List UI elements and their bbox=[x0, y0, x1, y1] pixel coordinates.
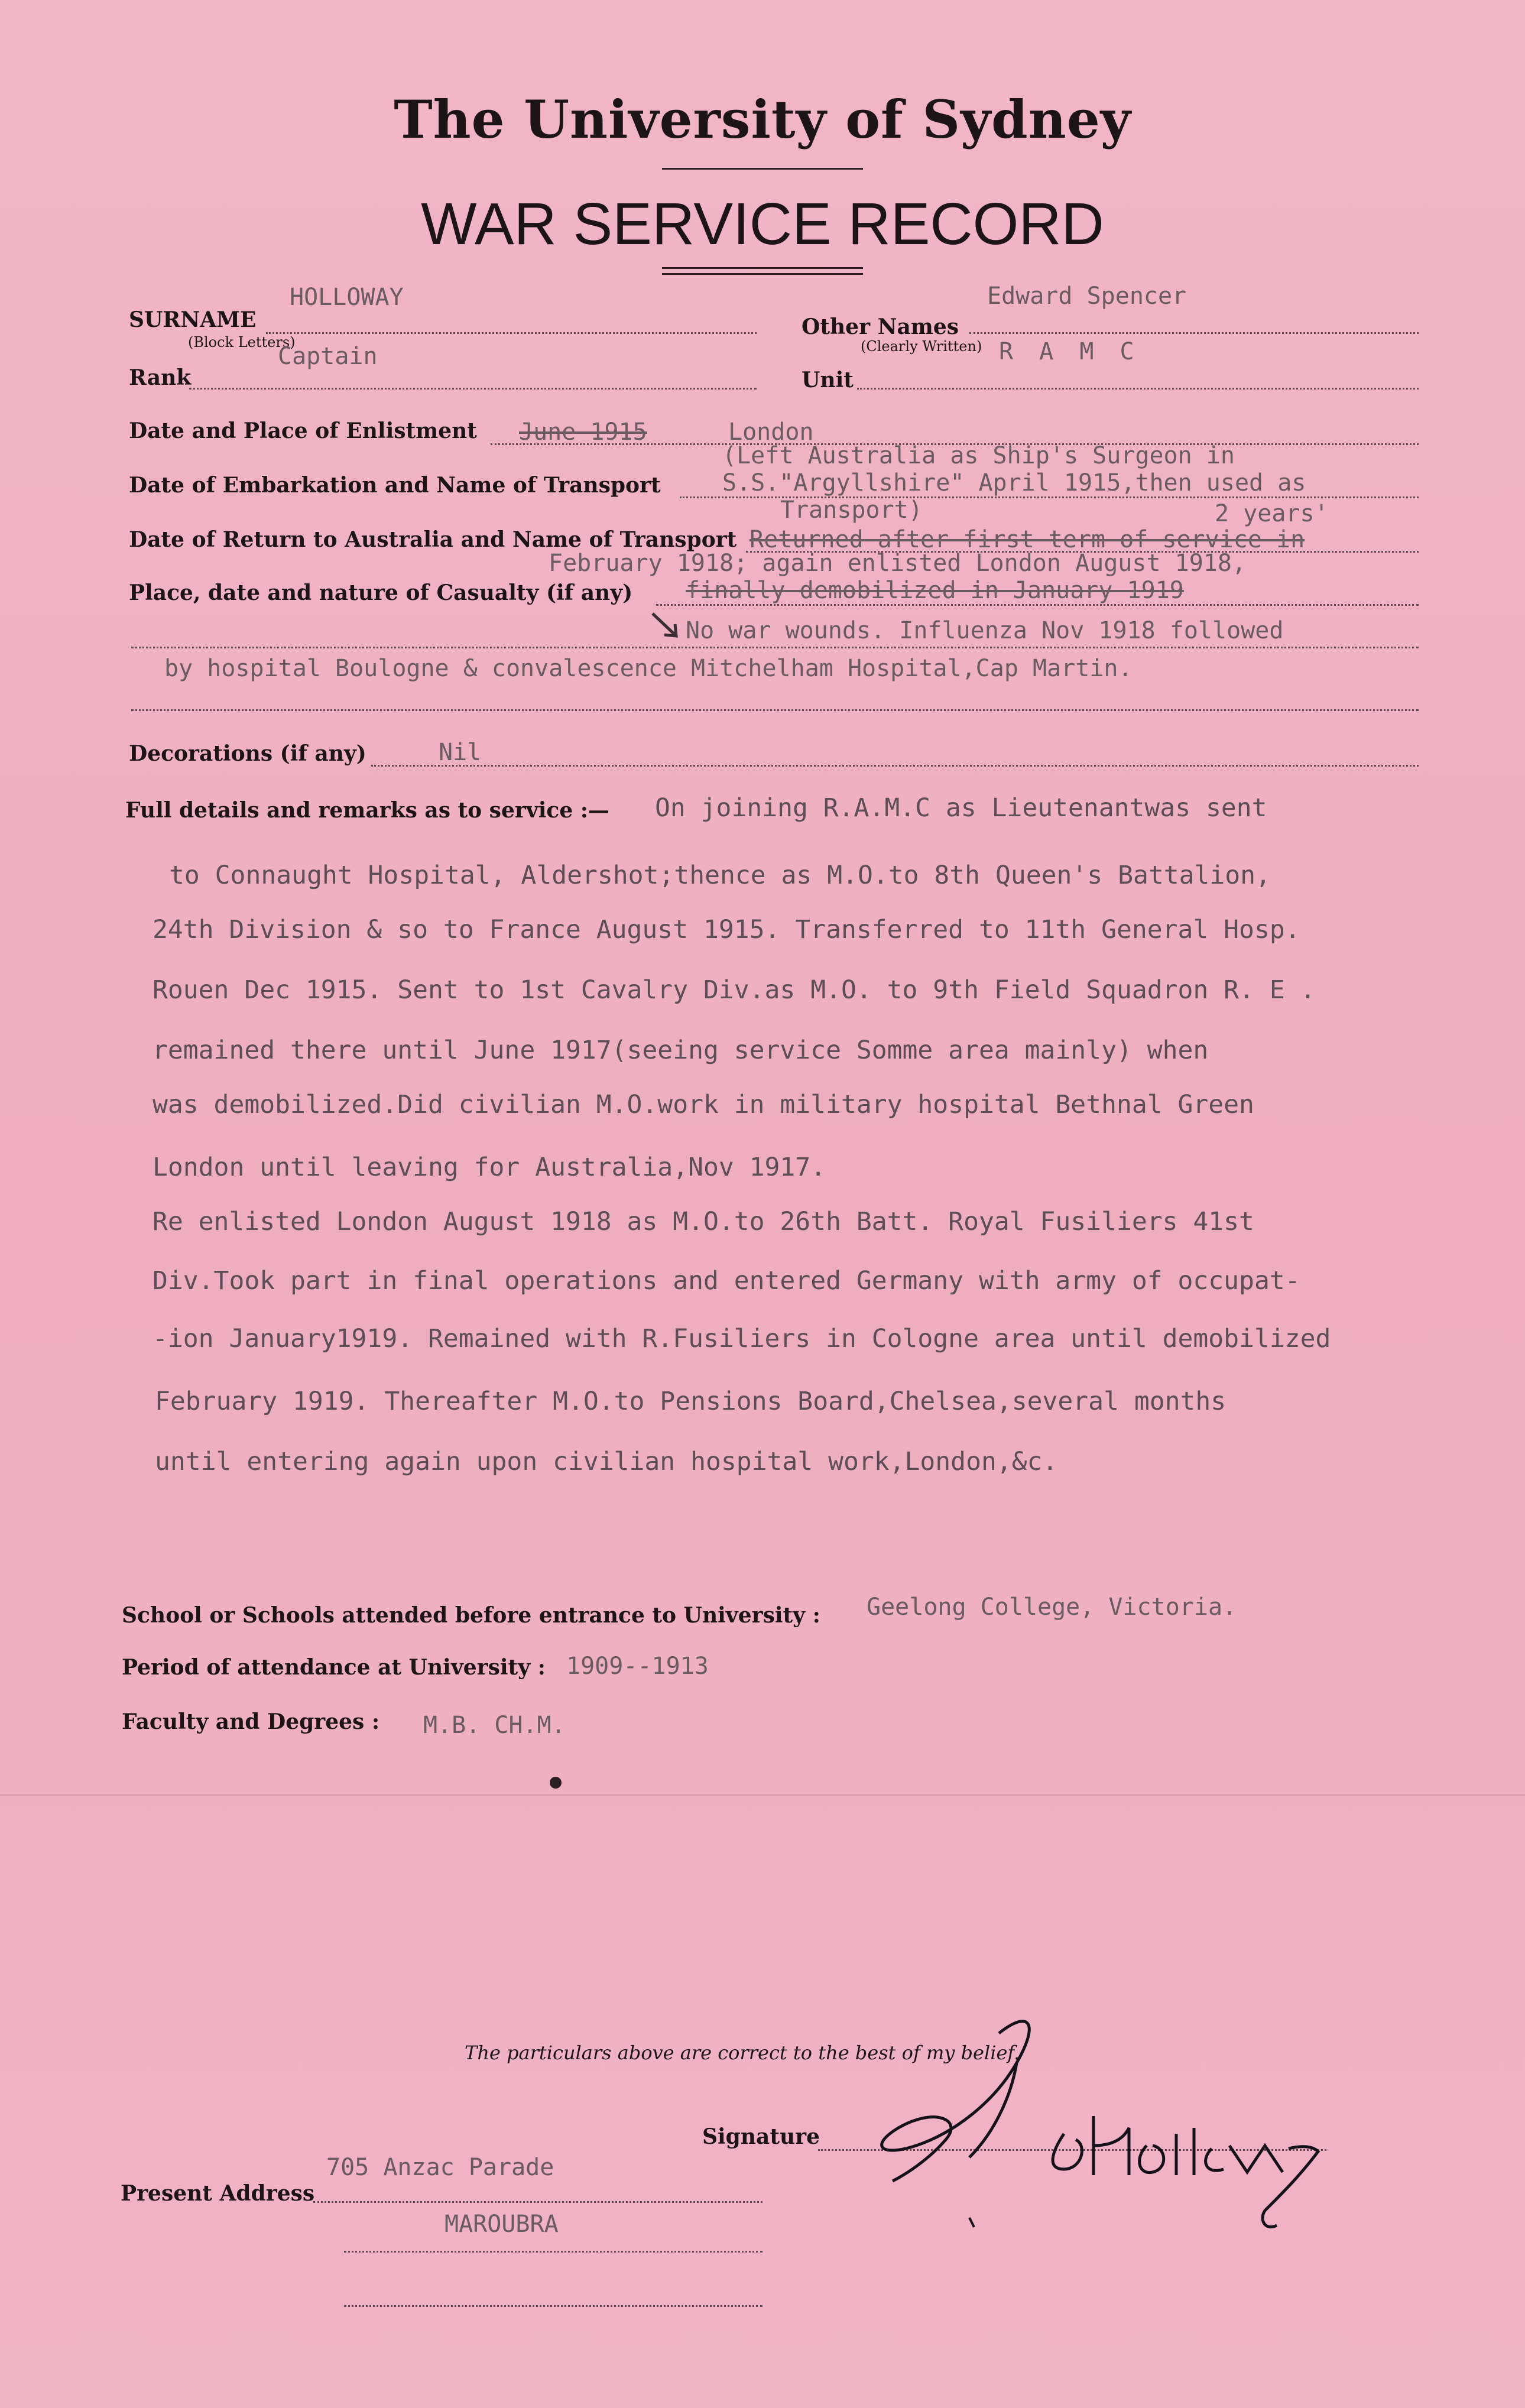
service-line-6: was demobilized.Did civilian M.O.work in military hospital Bethnal Green bbox=[152, 1090, 1254, 1119]
typed-line-1: (Left Australia as Ship's Surgeon in bbox=[722, 442, 1235, 469]
casualty-line-2 bbox=[131, 647, 1419, 648]
decorations-line bbox=[371, 765, 1419, 767]
typed-line-5: Returned after first term of service in bbox=[749, 526, 1305, 553]
university-name: The University of Sydney bbox=[394, 89, 1131, 150]
typed-line-9: by hospital Boulogne & convalescence Mitchelham Hospital,Cap Martin. bbox=[164, 655, 1133, 682]
address-line2-value: MAROUBRA bbox=[444, 2211, 559, 2238]
enlistment-label: Date and Place of Enlistment bbox=[129, 418, 477, 443]
paper-fold bbox=[0, 1794, 1525, 1796]
period-value: 1909--1913 bbox=[566, 1653, 709, 1680]
address-line1-value: 705 Anzac Parade bbox=[326, 2154, 554, 2181]
service-line-3: 24th Division & so to France August 1915. Transferred to 11th General Hosp. bbox=[152, 915, 1300, 945]
decorations-label: Decorations (if any) bbox=[129, 741, 366, 766]
faculty-label: Faculty and Degrees : bbox=[122, 1709, 380, 1734]
typed-line-8: No war wounds. Influenza Nov 1918 followed bbox=[686, 617, 1284, 644]
casualty-line bbox=[656, 604, 1419, 606]
declaration-text: The particulars above are correct to the best of my belief. bbox=[465, 2042, 1020, 2064]
service-line-12: until entering again upon civilian hospital work,London,&c. bbox=[155, 1447, 1058, 1476]
header-rule-bottom bbox=[662, 267, 863, 269]
unit-label: Unit bbox=[802, 368, 854, 392]
form-title: WAR SERVICE RECORD bbox=[421, 191, 1104, 257]
service-line-7: London until leaving for Australia,Nov 1917. bbox=[152, 1153, 826, 1182]
typed-line-7: finally demobilized in January 1919 bbox=[686, 577, 1184, 604]
header-rule-bottom-2 bbox=[662, 273, 863, 275]
ink-spot bbox=[550, 1777, 562, 1789]
address-line2 bbox=[344, 2251, 763, 2253]
enlistment-place: London bbox=[728, 418, 814, 446]
rank-value: Captain bbox=[278, 343, 378, 370]
other-names-label: Other Names bbox=[802, 314, 959, 339]
unit-value: R A M C bbox=[999, 338, 1140, 365]
school-label: School or Schools attended before entrance to University : bbox=[122, 1603, 820, 1628]
service-line-10: -ion January1919. Remained with R.Fusiliers in Cologne area until demobilized bbox=[152, 1324, 1331, 1354]
casualty-line-3 bbox=[131, 709, 1419, 711]
unit-line bbox=[857, 388, 1419, 390]
other-names-value: Edward Spencer bbox=[987, 283, 1187, 310]
typed-line-6: February 1918; again enlisted London August 1918, bbox=[549, 550, 1247, 577]
service-line-1: On joining R.A.M.C as Lieutenantwas sent bbox=[655, 793, 1267, 823]
arrow-mark bbox=[649, 609, 690, 644]
service-line-8: Re enlisted London August 1918 as M.O.to 26th Batt. Royal Fusiliers 41st bbox=[152, 1207, 1254, 1237]
school-value: Geelong College, Victoria. bbox=[867, 1594, 1237, 1621]
surname-label: SURNAME bbox=[129, 307, 257, 332]
other-names-line bbox=[969, 332, 1419, 334]
faculty-value: M.B. CH.M. bbox=[423, 1712, 566, 1739]
enlistment-date: June 1915 bbox=[519, 418, 647, 446]
header-rule-top bbox=[662, 168, 863, 170]
embarkation-label: Date of Embarkation and Name of Transport bbox=[129, 473, 661, 498]
decorations-value: Nil bbox=[439, 739, 482, 766]
surname-value: HOLLOWAY bbox=[290, 284, 404, 311]
casualty-label: Place, date and nature of Casualty (if any) bbox=[129, 580, 633, 605]
service-line-4: Rouen Dec 1915. Sent to 1st Cavalry Div.as M.O. to 9th Field Squadron R. E . bbox=[152, 975, 1316, 1005]
signature-image bbox=[816, 1998, 1348, 2234]
service-line-9: Div.Took part in final operations and entered Germany with army of occupat- bbox=[152, 1266, 1300, 1296]
typed-line-3: Transport) bbox=[780, 496, 923, 524]
surname-line bbox=[266, 332, 757, 334]
surname-sublabel: (Block Letters) bbox=[188, 334, 296, 351]
rank-label: Rank bbox=[129, 365, 192, 390]
return-label: Date of Return to Australia and Name of Transport bbox=[129, 527, 737, 552]
service-line-11: February 1919. Thereafter M.O.to Pensions Board,Chelsea,several months bbox=[155, 1387, 1227, 1416]
other-names-sublabel: (Clearly Written) bbox=[861, 338, 982, 355]
typed-line-2: S.S."Argyllshire" April 1915,then used as bbox=[722, 469, 1306, 496]
address-label: Present Address bbox=[121, 2181, 315, 2206]
signature-label: Signature bbox=[702, 2124, 820, 2149]
rank-line bbox=[189, 388, 757, 390]
typed-line-4: 2 years' bbox=[1215, 500, 1329, 527]
address-line3 bbox=[344, 2305, 763, 2307]
service-line-2: to Connaught Hospital, Aldershot;thence as M.O.to 8th Queen's Battalion, bbox=[169, 861, 1271, 890]
period-label: Period of attendance at University : bbox=[122, 1655, 546, 1680]
service-label: Full details and remarks as to service :— bbox=[125, 798, 610, 823]
service-line-5: remained there until June 1917(seeing service Somme area mainly) when bbox=[152, 1036, 1209, 1065]
address-line1 bbox=[313, 2201, 763, 2203]
